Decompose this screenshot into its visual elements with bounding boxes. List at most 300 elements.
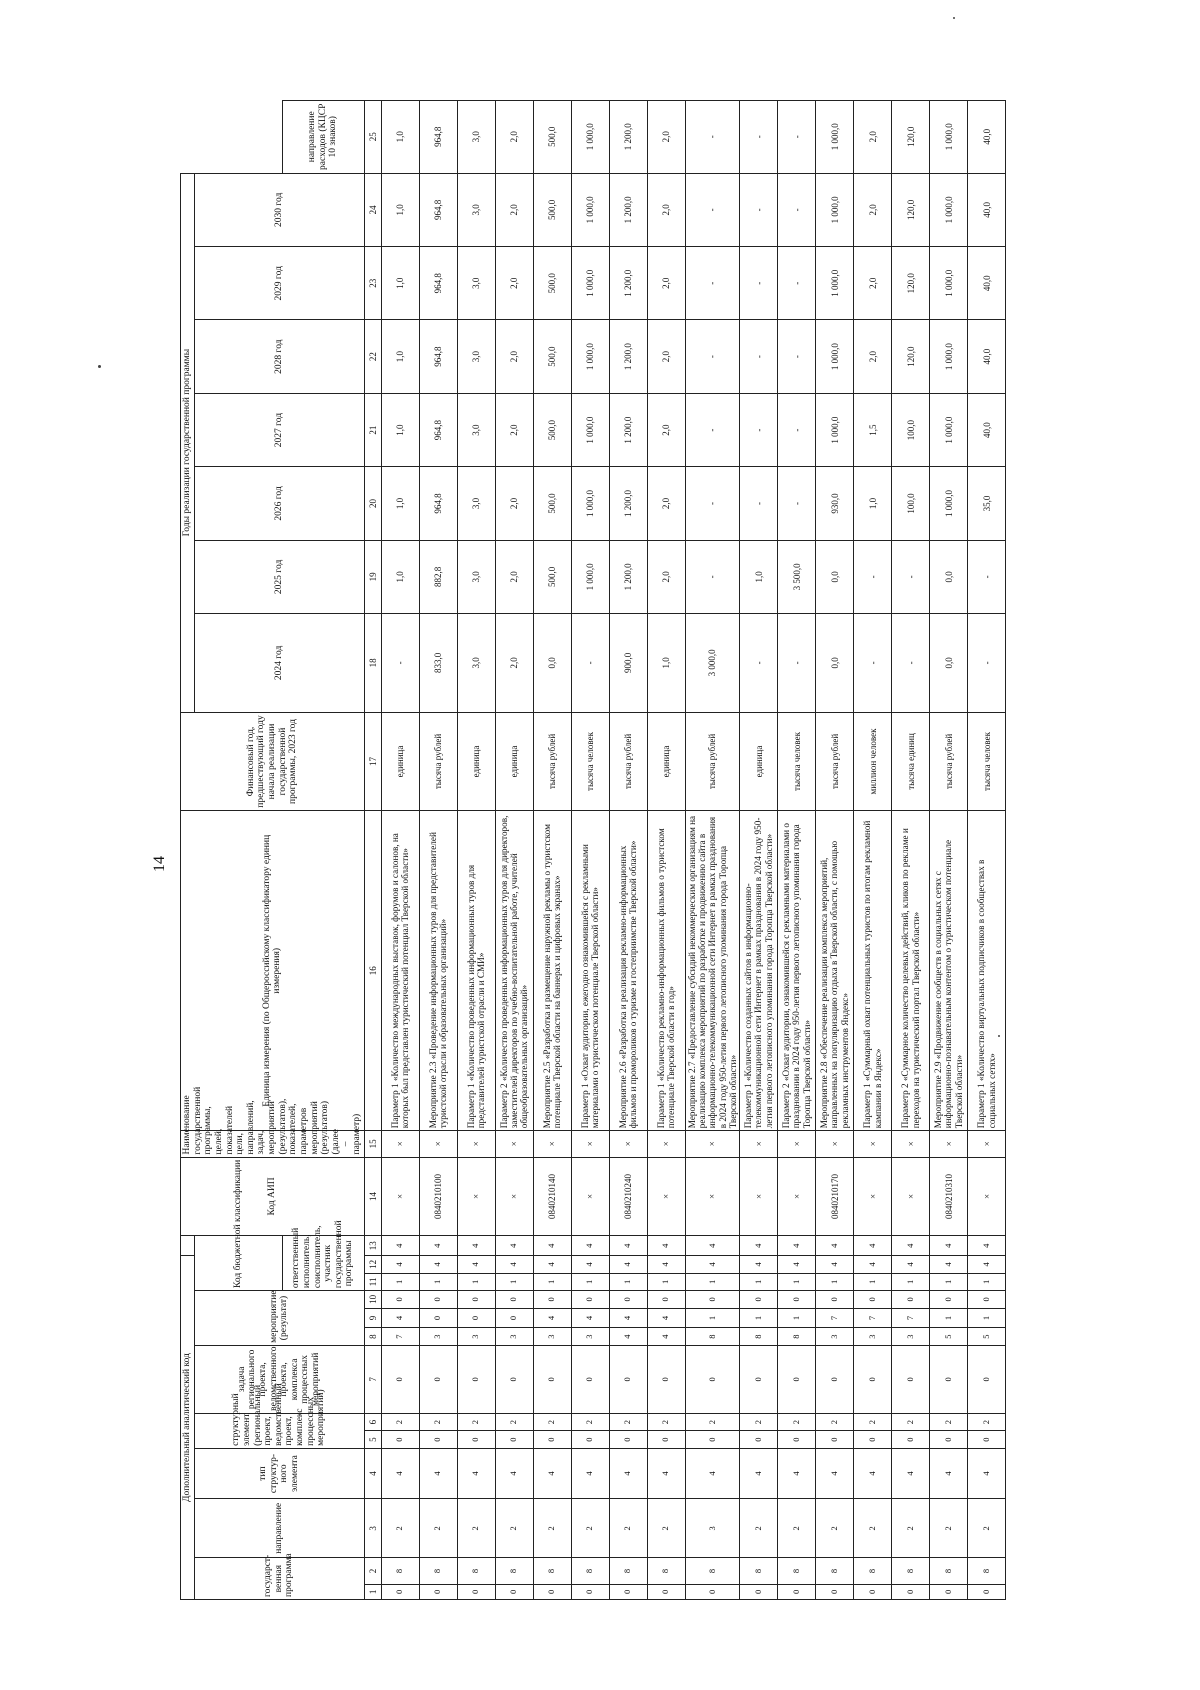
year-value-cell: - bbox=[685, 173, 739, 246]
year-value-cell: 1 000,0 bbox=[816, 101, 854, 174]
table-row bbox=[930, 101, 968, 1600]
year-value-cell: 1 000,0 bbox=[930, 173, 968, 246]
name-cell: Мероприятие 2.5 «Разработка и размещение наружной рекламы о туристском потенциале Тверской области на баннерах и цифровых экранах» bbox=[533, 811, 571, 1131]
year-value-cell: 1 000,0 bbox=[816, 173, 854, 246]
code-cell: 0 bbox=[740, 1291, 778, 1309]
table-row bbox=[457, 101, 495, 1600]
code-cell: 4 bbox=[381, 1448, 419, 1498]
code-cell: 4 bbox=[533, 1308, 571, 1328]
code-cell: 8 bbox=[533, 1558, 571, 1584]
code-cell: 1 bbox=[685, 1273, 739, 1291]
code-cell: 1 bbox=[930, 1308, 968, 1328]
column-number: 20 bbox=[364, 467, 381, 540]
year-value-cell: - bbox=[854, 540, 892, 613]
aip-cell: × bbox=[816, 1131, 854, 1157]
table-row bbox=[740, 101, 778, 1600]
code-cell: 4 bbox=[647, 1256, 685, 1274]
code-cell: 2 bbox=[495, 1413, 533, 1431]
code-cell: 1 bbox=[816, 1273, 854, 1291]
year-value-cell: 1 000,0 bbox=[571, 393, 609, 466]
year-value-cell: 1 000,0 bbox=[816, 320, 854, 393]
year-value-cell: 2,0 bbox=[647, 467, 685, 540]
fin-year-cell: 900,0 bbox=[609, 614, 647, 713]
code-cell: 2 bbox=[571, 1499, 609, 1558]
code-cell: 0 bbox=[816, 1584, 854, 1599]
year-value-cell: 964,8 bbox=[419, 173, 457, 246]
code-cell: 4 bbox=[854, 1448, 892, 1498]
year-value-cell: 1 200,0 bbox=[609, 320, 647, 393]
year-value-cell: 120,0 bbox=[892, 173, 930, 246]
table-row bbox=[968, 101, 1006, 1600]
code-cell: 0 bbox=[609, 1345, 647, 1413]
year-value-cell: 1,0 bbox=[381, 393, 419, 466]
code-cell: 0 bbox=[495, 1291, 533, 1309]
kcsr-cell: × bbox=[892, 1157, 930, 1236]
code-cell: 4 bbox=[533, 1256, 571, 1274]
code-cell: 0 bbox=[854, 1431, 892, 1449]
year-value-cell: 3,0 bbox=[457, 101, 495, 174]
column-number: 25 bbox=[364, 101, 381, 174]
code-cell: 1 bbox=[968, 1273, 1006, 1291]
code-cell: 4 bbox=[647, 1236, 685, 1256]
name-cell: Параметр 2 «Суммарное количество целевых действий, кликов по рекламе и переходов на туристический портал Тверской области» bbox=[892, 811, 930, 1131]
column-number: 22 bbox=[364, 320, 381, 393]
year-value-cell: 0,0 bbox=[930, 540, 968, 613]
code-cell: 2 bbox=[968, 1413, 1006, 1431]
year-value-cell: 1 000,0 bbox=[816, 393, 854, 466]
code-cell: 4 bbox=[930, 1236, 968, 1256]
code-cell: 4 bbox=[419, 1236, 457, 1256]
name-cell: Мероприятие 2.8 «Обеспечение реализации комплекса мероприятий, направленных на популяризацию отдыха в Тверской области, с помощью рекламных инструментов Яндекс» bbox=[816, 811, 854, 1131]
code-cell: 4 bbox=[495, 1256, 533, 1274]
aip-cell: × bbox=[740, 1131, 778, 1157]
column-number: 18 bbox=[364, 614, 381, 713]
code-cell: 2 bbox=[816, 1499, 854, 1558]
code-cell: 0 bbox=[968, 1431, 1006, 1449]
year-value-cell: - bbox=[778, 101, 816, 174]
header-row-1 bbox=[181, 101, 195, 1600]
year-value-cell: 1 000,0 bbox=[930, 393, 968, 466]
code-cell: 0 bbox=[685, 1291, 739, 1309]
code-cell: 3 bbox=[816, 1328, 854, 1346]
header-unit: Единица измерения (по Общероссийскому классификатору единиц измерения) bbox=[181, 811, 365, 1131]
code-cell: 4 bbox=[495, 1236, 533, 1256]
kcsr-cell: × bbox=[854, 1157, 892, 1236]
column-number: 13 bbox=[364, 1236, 381, 1256]
kcsr-cell: 0840210100 bbox=[419, 1157, 457, 1236]
code-cell: 2 bbox=[647, 1413, 685, 1431]
code-cell: 0 bbox=[533, 1345, 571, 1413]
header-gp: государст-венная программа bbox=[194, 1558, 364, 1600]
unit-cell: тысяча человек bbox=[571, 712, 609, 811]
code-cell: 3 bbox=[419, 1328, 457, 1346]
code-cell: 4 bbox=[647, 1308, 685, 1328]
code-cell: 4 bbox=[571, 1256, 609, 1274]
code-cell: 1 bbox=[457, 1273, 495, 1291]
code-cell: 4 bbox=[778, 1256, 816, 1274]
aip-cell: × bbox=[571, 1131, 609, 1157]
code-cell: 7 bbox=[892, 1308, 930, 1328]
code-cell: 4 bbox=[457, 1256, 495, 1274]
name-cell: Параметр 1 «Охват аудитории, ежегодно ознакомившейся с рекламными материалами о туристическом потенциале Тверской области» bbox=[571, 811, 609, 1131]
code-cell: 0 bbox=[930, 1345, 968, 1413]
unit-cell: единица bbox=[495, 712, 533, 811]
header-spacer bbox=[181, 1236, 195, 1256]
year-value-cell: 3,0 bbox=[457, 467, 495, 540]
code-cell: 0 bbox=[457, 1345, 495, 1413]
code-cell: 8 bbox=[685, 1328, 739, 1346]
code-cell: 2 bbox=[930, 1499, 968, 1558]
year-value-cell: 1 000,0 bbox=[930, 320, 968, 393]
year-value-cell: 35,0 bbox=[968, 467, 1006, 540]
code-cell: 4 bbox=[854, 1256, 892, 1274]
header-direction: направление bbox=[194, 1499, 364, 1558]
code-cell: 0 bbox=[930, 1431, 968, 1449]
code-cell: 0 bbox=[892, 1431, 930, 1449]
header-event: мероприятие (результат) bbox=[194, 1291, 364, 1346]
code-cell: 0 bbox=[381, 1584, 419, 1599]
year-value-cell: 1 000,0 bbox=[930, 247, 968, 320]
code-cell: 0 bbox=[930, 1584, 968, 1599]
code-cell: 0 bbox=[740, 1584, 778, 1599]
code-cell: 0 bbox=[685, 1584, 739, 1599]
code-cell: 0 bbox=[685, 1431, 739, 1449]
year-value-cell: 1 000,0 bbox=[571, 173, 609, 246]
name-cell: Параметр 1 «Суммарный охват потенциальных туристов по итогам рекламной кампании в Яндекс» bbox=[854, 811, 892, 1131]
page-number: 14 bbox=[151, 856, 168, 872]
code-cell: 1 bbox=[740, 1273, 778, 1291]
column-number-row bbox=[364, 101, 381, 1600]
aip-cell: × bbox=[892, 1131, 930, 1157]
aip-cell: × bbox=[381, 1131, 419, 1157]
unit-cell: тысяча рублей bbox=[930, 712, 968, 811]
year-value-cell: 2,0 bbox=[495, 247, 533, 320]
code-cell: 0 bbox=[419, 1584, 457, 1599]
code-cell: 4 bbox=[533, 1448, 571, 1498]
code-cell: 0 bbox=[457, 1291, 495, 1309]
code-cell: 4 bbox=[968, 1448, 1006, 1498]
fin-year-cell: 2,0 bbox=[495, 614, 533, 713]
unit-cell: единица bbox=[457, 712, 495, 811]
code-cell: 2 bbox=[778, 1413, 816, 1431]
unit-cell: тысяча единиц bbox=[892, 712, 930, 811]
code-cell: 8 bbox=[381, 1558, 419, 1584]
code-cell: 0 bbox=[740, 1345, 778, 1413]
code-cell: 5 bbox=[968, 1328, 1006, 1346]
code-cell: 0 bbox=[892, 1584, 930, 1599]
table-row bbox=[816, 101, 854, 1600]
header-aip: Код АИП bbox=[181, 1157, 365, 1236]
column-number: 12 bbox=[364, 1256, 381, 1274]
code-cell: 4 bbox=[930, 1256, 968, 1274]
year-value-cell: 1,5 bbox=[854, 393, 892, 466]
year-value-cell: 2,0 bbox=[647, 101, 685, 174]
year-value-cell: - bbox=[778, 467, 816, 540]
year-2029: 2029 год bbox=[194, 247, 364, 320]
code-cell: 0 bbox=[571, 1291, 609, 1309]
fin-year-cell: - bbox=[740, 614, 778, 713]
aip-cell: × bbox=[968, 1131, 1006, 1157]
code-cell: 0 bbox=[533, 1584, 571, 1599]
aip-cell: × bbox=[533, 1131, 571, 1157]
year-value-cell: 500,0 bbox=[533, 320, 571, 393]
code-cell: 4 bbox=[571, 1308, 609, 1328]
year-2030: 2030 год bbox=[194, 173, 364, 246]
year-value-cell: 964,8 bbox=[419, 247, 457, 320]
year-value-cell: 2,0 bbox=[647, 173, 685, 246]
year-value-cell: - bbox=[740, 467, 778, 540]
year-value-cell: 3,0 bbox=[457, 320, 495, 393]
code-cell: 0 bbox=[968, 1345, 1006, 1413]
code-cell: 4 bbox=[381, 1236, 419, 1256]
year-value-cell: 500,0 bbox=[533, 393, 571, 466]
fin-year-cell: - bbox=[892, 614, 930, 713]
kcsr-cell: × bbox=[495, 1157, 533, 1236]
code-cell: 0 bbox=[381, 1431, 419, 1449]
code-cell: 0 bbox=[495, 1308, 533, 1328]
aip-cell: × bbox=[495, 1131, 533, 1157]
year-value-cell: 1,0 bbox=[381, 247, 419, 320]
year-value-cell: 1 000,0 bbox=[571, 467, 609, 540]
year-value-cell: 2,0 bbox=[647, 320, 685, 393]
year-value-cell: 3,0 bbox=[457, 173, 495, 246]
code-cell: 2 bbox=[892, 1499, 930, 1558]
code-cell: 8 bbox=[892, 1558, 930, 1584]
year-value-cell: 1 000,0 bbox=[930, 467, 968, 540]
code-cell: 2 bbox=[457, 1413, 495, 1431]
code-cell: 4 bbox=[930, 1448, 968, 1498]
header-kcsr: направление расходов (КЦСР 10 знаков) bbox=[282, 101, 364, 174]
year-value-cell: - bbox=[685, 540, 739, 613]
year-value-cell: 3,0 bbox=[457, 247, 495, 320]
code-cell: 0 bbox=[495, 1431, 533, 1449]
code-cell: 8 bbox=[685, 1558, 739, 1584]
code-cell: 4 bbox=[571, 1236, 609, 1256]
code-cell: 0 bbox=[533, 1431, 571, 1449]
year-value-cell: 40,0 bbox=[968, 247, 1006, 320]
unit-cell: единица bbox=[740, 712, 778, 811]
code-cell: 2 bbox=[647, 1499, 685, 1558]
column-number: 15 bbox=[364, 1131, 381, 1157]
code-cell: 0 bbox=[968, 1584, 1006, 1599]
column-number: 8 bbox=[364, 1328, 381, 1346]
code-cell: 2 bbox=[419, 1413, 457, 1431]
name-cell: Параметр 2 «Количество проведенных информационных туров для директоров, заместителей директоров по учебно-воспитательной работе, учителей общеобразовательных организаций» bbox=[495, 811, 533, 1131]
table-row bbox=[892, 101, 930, 1600]
code-cell: 1 bbox=[968, 1308, 1006, 1328]
year-value-cell: 120,0 bbox=[892, 320, 930, 393]
program-table bbox=[180, 100, 1006, 1600]
unit-cell: миллион человек bbox=[854, 712, 892, 811]
code-cell: 0 bbox=[457, 1308, 495, 1328]
code-cell: 0 bbox=[419, 1308, 457, 1328]
code-cell: 8 bbox=[419, 1558, 457, 1584]
year-value-cell: - bbox=[892, 540, 930, 613]
code-cell: 0 bbox=[533, 1291, 571, 1309]
column-number: 3 bbox=[364, 1499, 381, 1558]
code-cell: 1 bbox=[778, 1308, 816, 1328]
year-value-cell: 1,0 bbox=[381, 540, 419, 613]
fin-year-cell: - bbox=[381, 614, 419, 713]
code-cell: 0 bbox=[647, 1291, 685, 1309]
code-cell: 0 bbox=[892, 1345, 930, 1413]
year-value-cell: 930,0 bbox=[816, 467, 854, 540]
code-cell: 3 bbox=[892, 1328, 930, 1346]
year-value-cell: 500,0 bbox=[533, 540, 571, 613]
year-2025: 2025 год bbox=[194, 540, 364, 613]
code-cell: 4 bbox=[647, 1448, 685, 1498]
table-row bbox=[495, 101, 533, 1600]
code-cell: 0 bbox=[457, 1584, 495, 1599]
fin-year-cell: 3,0 bbox=[457, 614, 495, 713]
code-cell: 4 bbox=[647, 1328, 685, 1346]
code-cell: 3 bbox=[533, 1328, 571, 1346]
code-cell: 4 bbox=[778, 1448, 816, 1498]
year-value-cell: 3 500,0 bbox=[778, 540, 816, 613]
code-cell: 0 bbox=[609, 1584, 647, 1599]
aip-cell: × bbox=[685, 1131, 739, 1157]
year-value-cell: 40,0 bbox=[968, 320, 1006, 393]
name-cell: Мероприятие 2.6 «Разработка и реализация рекламно-информационных фильмов и промороликов о туризме и гостеприимстве Тверской области» bbox=[609, 811, 647, 1131]
code-cell: 8 bbox=[930, 1558, 968, 1584]
year-value-cell: 3,0 bbox=[457, 540, 495, 613]
year-value-cell: 2,0 bbox=[854, 247, 892, 320]
column-number: 2 bbox=[364, 1558, 381, 1584]
year-value-cell: 40,0 bbox=[968, 393, 1006, 466]
year-value-cell: 882,8 bbox=[419, 540, 457, 613]
name-cell: Параметр 1 «Количество международных выставок, форумов и салонов, на которых был представлен туристический потенциал Тверской области» bbox=[381, 811, 419, 1131]
code-cell: 0 bbox=[647, 1345, 685, 1413]
column-number: 10 bbox=[364, 1291, 381, 1309]
code-cell: 1 bbox=[647, 1273, 685, 1291]
code-cell: 2 bbox=[854, 1499, 892, 1558]
code-cell: 0 bbox=[740, 1431, 778, 1449]
scan-speck bbox=[953, 17, 955, 19]
scan-speck bbox=[98, 365, 101, 368]
year-value-cell: 964,8 bbox=[419, 467, 457, 540]
year-2027: 2027 год bbox=[194, 393, 364, 466]
code-cell: 0 bbox=[854, 1584, 892, 1599]
column-number: 9 bbox=[364, 1308, 381, 1328]
year-value-cell: 1 000,0 bbox=[571, 247, 609, 320]
kcsr-cell: × bbox=[571, 1157, 609, 1236]
code-cell: 4 bbox=[778, 1236, 816, 1256]
code-cell: 4 bbox=[609, 1308, 647, 1328]
code-cell: 4 bbox=[740, 1256, 778, 1274]
year-value-cell: 964,8 bbox=[419, 320, 457, 393]
header-task: задача регионального проекта, ведомственного проекта, комплекса процессных мероприятий bbox=[194, 1345, 364, 1413]
year-value-cell: 964,8 bbox=[419, 101, 457, 174]
year-value-cell: 500,0 bbox=[533, 247, 571, 320]
unit-cell: тысяча рублей bbox=[533, 712, 571, 811]
year-value-cell: - bbox=[685, 467, 739, 540]
code-cell: 0 bbox=[647, 1431, 685, 1449]
kcsr-cell: × bbox=[968, 1157, 1006, 1236]
code-cell: 1 bbox=[495, 1273, 533, 1291]
year-value-cell: 1,0 bbox=[381, 320, 419, 393]
column-number: 21 bbox=[364, 393, 381, 466]
code-cell: 5 bbox=[930, 1328, 968, 1346]
year-value-cell: 1 200,0 bbox=[609, 173, 647, 246]
header-type: тип структур-ного элемента bbox=[194, 1448, 364, 1498]
year-value-cell: - bbox=[740, 173, 778, 246]
kcsr-cell: × bbox=[647, 1157, 685, 1236]
column-number: 1 bbox=[364, 1584, 381, 1599]
aip-cell: × bbox=[854, 1131, 892, 1157]
code-cell: 0 bbox=[816, 1291, 854, 1309]
table-row bbox=[419, 101, 457, 1600]
column-number: 19 bbox=[364, 540, 381, 613]
code-cell: 2 bbox=[854, 1413, 892, 1431]
code-cell: 4 bbox=[609, 1328, 647, 1346]
year-value-cell: 1 200,0 bbox=[609, 467, 647, 540]
year-value-cell: 1 200,0 bbox=[609, 101, 647, 174]
year-value-cell: - bbox=[740, 101, 778, 174]
fin-year-cell: 3 000,0 bbox=[685, 614, 739, 713]
code-cell: 4 bbox=[609, 1256, 647, 1274]
code-cell: 0 bbox=[571, 1345, 609, 1413]
table-row bbox=[533, 101, 571, 1600]
code-cell: 8 bbox=[571, 1558, 609, 1584]
year-2028: 2028 год bbox=[194, 320, 364, 393]
kcsr-cell: × bbox=[740, 1157, 778, 1236]
year-value-cell: 2,0 bbox=[495, 101, 533, 174]
aip-cell: × bbox=[419, 1131, 457, 1157]
year-value-cell: - bbox=[778, 247, 816, 320]
year-value-cell: 1 000,0 bbox=[571, 540, 609, 613]
code-cell: 0 bbox=[571, 1584, 609, 1599]
code-cell: 2 bbox=[609, 1413, 647, 1431]
name-cell: Параметр 1 «Количество созданных сайтов в информационно-телекоммуникационной сети Интернет в рамках празднования в 2024 году 950-летия первого летописного упоминания города Торопца Тверской области» bbox=[740, 811, 778, 1131]
code-cell: 2 bbox=[778, 1499, 816, 1558]
code-cell: 2 bbox=[419, 1499, 457, 1558]
code-cell: 4 bbox=[571, 1448, 609, 1498]
code-cell: 2 bbox=[457, 1499, 495, 1558]
code-cell: 8 bbox=[854, 1558, 892, 1584]
column-number: 14 bbox=[364, 1157, 381, 1236]
table-row bbox=[381, 101, 419, 1600]
table-row bbox=[778, 101, 816, 1600]
code-cell: 0 bbox=[685, 1345, 739, 1413]
year-value-cell: - bbox=[685, 247, 739, 320]
code-cell: 0 bbox=[930, 1291, 968, 1309]
column-number: 7 bbox=[364, 1345, 381, 1413]
code-cell: 1 bbox=[854, 1273, 892, 1291]
year-value-cell: 1 200,0 bbox=[609, 247, 647, 320]
year-value-cell: 2,0 bbox=[647, 247, 685, 320]
code-cell: 8 bbox=[457, 1558, 495, 1584]
year-value-cell: - bbox=[968, 540, 1006, 613]
year-value-cell: 1,0 bbox=[740, 540, 778, 613]
year-value-cell: - bbox=[740, 393, 778, 466]
code-cell: 3 bbox=[495, 1328, 533, 1346]
aip-cell: × bbox=[457, 1131, 495, 1157]
code-cell: 0 bbox=[609, 1431, 647, 1449]
header-resp: ответственный исполнитель, соисполнитель, участник государственной программы bbox=[282, 1236, 364, 1291]
year-value-cell: 2,0 bbox=[854, 320, 892, 393]
code-cell: 4 bbox=[892, 1448, 930, 1498]
name-cell: Мероприятие 2.7 «Предоставление субсидий некоммерческим организациям на реализацию комплекса мероприятий по разработке и продвижению сайта в информационно-телекоммуникационной сети Интернет в рамках празднования в 2024 году 950-летия первого летописного упоминания города Торопца Тверской области» bbox=[685, 811, 739, 1131]
column-number: 11 bbox=[364, 1273, 381, 1291]
code-cell: 0 bbox=[816, 1431, 854, 1449]
year-value-cell: 2,0 bbox=[854, 173, 892, 246]
code-cell: 0 bbox=[495, 1584, 533, 1599]
code-cell: 4 bbox=[740, 1236, 778, 1256]
kcsr-cell: 0840210170 bbox=[816, 1157, 854, 1236]
unit-cell: единица bbox=[381, 712, 419, 811]
code-cell: 8 bbox=[968, 1558, 1006, 1584]
code-cell: 1 bbox=[381, 1273, 419, 1291]
